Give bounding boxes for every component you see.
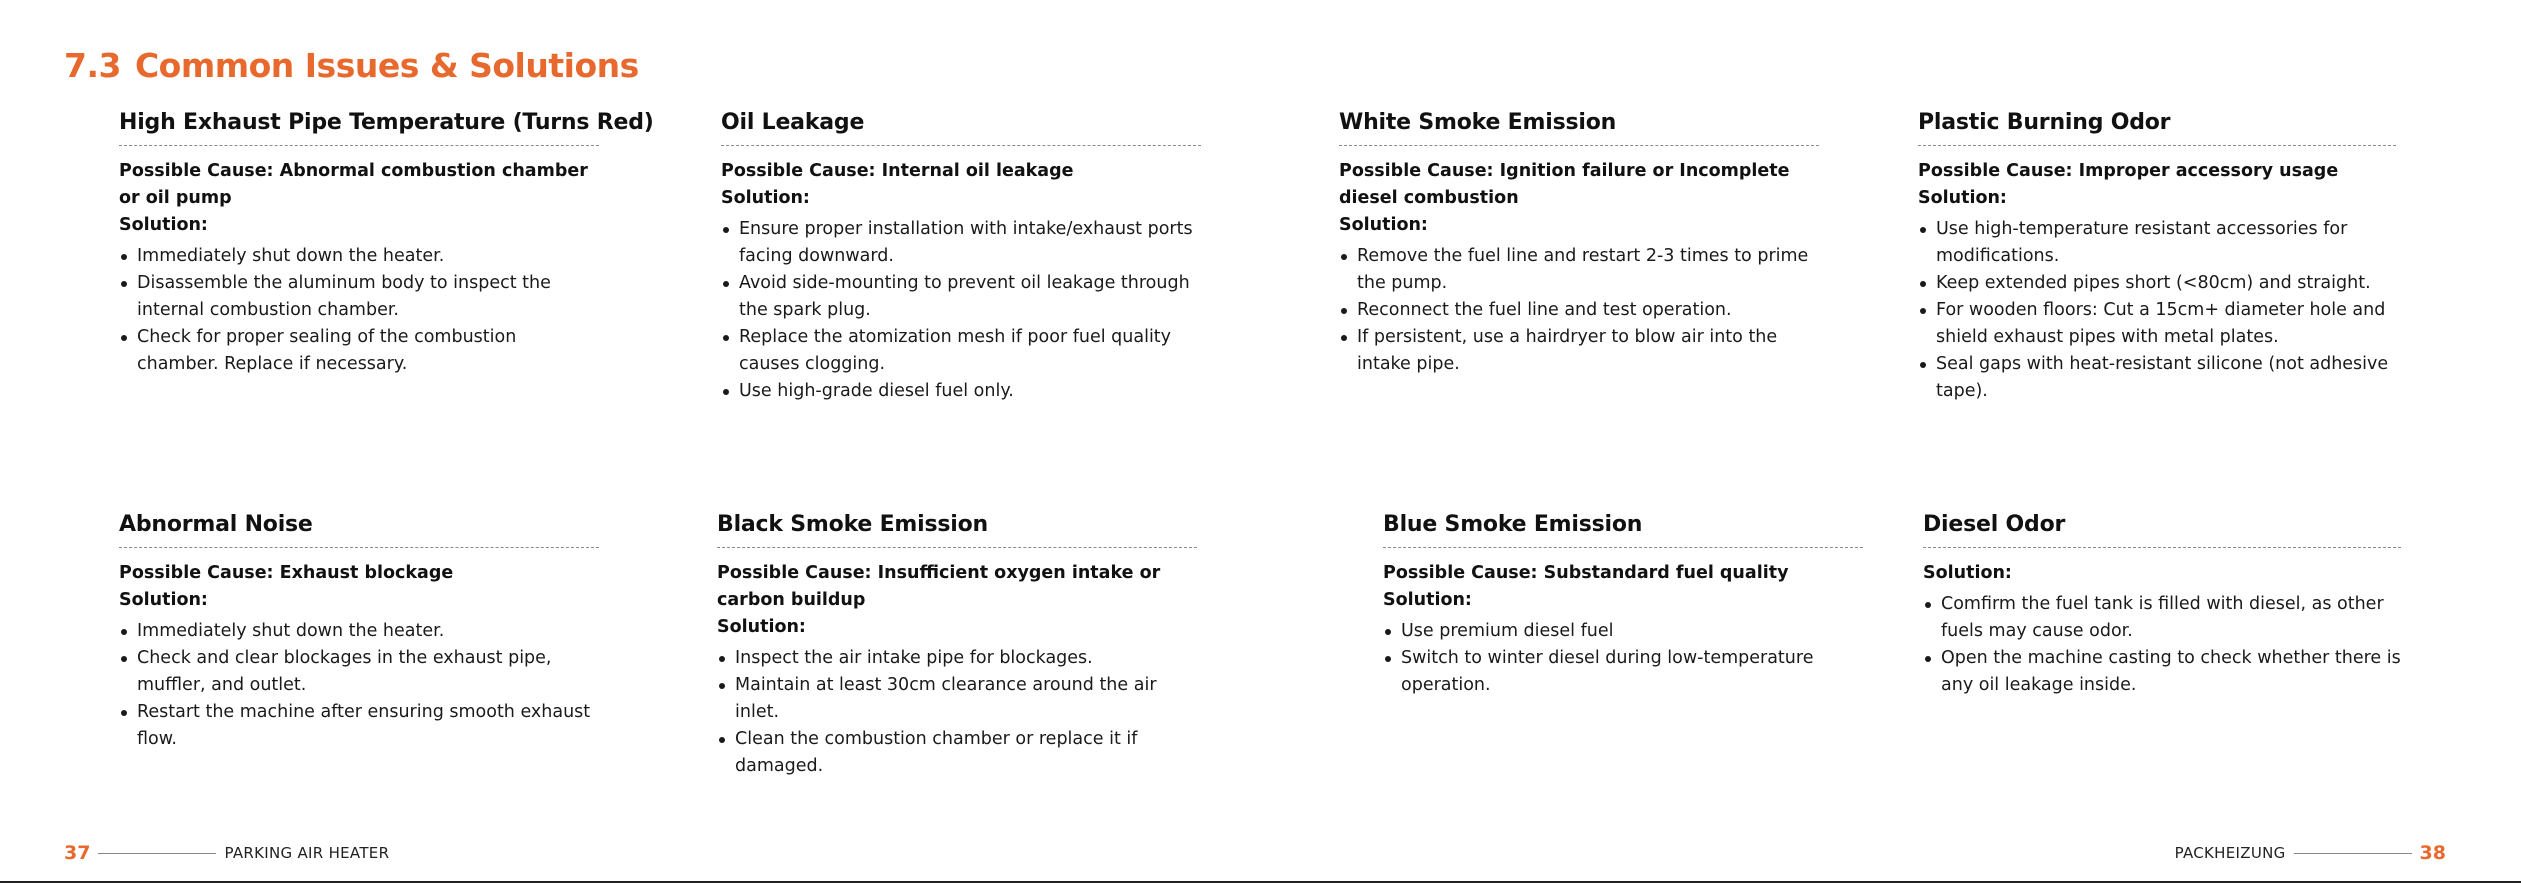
possible-cause: Possible Cause: Improper accessory usage <box>1918 161 2339 181</box>
possible-cause: Possible Cause: Ignition failure or Incomplete diesel combustion <box>1339 161 1790 208</box>
solution-item: Immediately shut down the heater. <box>119 243 599 270</box>
solution-item: Reconnect the fuel line and test operation. <box>1339 297 1819 324</box>
issue-card-high-exhaust-temp <box>119 110 654 378</box>
solution-label: Solution: <box>1923 563 2012 583</box>
solution-item: Clean the combustion chamber or replace it if damaged. <box>717 726 1197 780</box>
solution-list <box>119 243 599 378</box>
solution-list <box>1383 618 1863 699</box>
solution-item: Immediately shut down the heater. <box>119 618 599 645</box>
issue-title: Plastic Burning Odor <box>1918 110 2396 146</box>
solution-item: Keep extended pipes short (<80cm) and straight. <box>1918 270 2396 297</box>
solution-item: Restart the machine after ensuring smooth exhaust flow. <box>119 699 599 753</box>
issue-title: Abnormal Noise <box>119 512 599 548</box>
issue-title: High Exhaust Pipe Temperature (Turns Red) <box>119 110 599 146</box>
solution-item: Check and clear blockages in the exhaust pipe, muffler, and outlet. <box>119 645 599 699</box>
footer-rule <box>2294 853 2412 854</box>
solution-item: Check for proper sealing of the combustion chamber. Replace if necessary. <box>119 324 599 378</box>
issue-title: Diesel Odor <box>1923 512 2401 548</box>
possible-cause: Possible Cause: Exhaust blockage <box>119 563 454 583</box>
solution-list <box>119 618 599 753</box>
footer-left <box>64 842 389 864</box>
solution-list <box>1339 243 1819 378</box>
solution-item: Use high-grade diesel fuel only. <box>721 378 1201 405</box>
solution-label: Solution: <box>1339 215 1428 235</box>
section-number: 7.3 <box>64 46 121 85</box>
footer-label-right: PACKHEIZUNG <box>2174 844 2286 862</box>
solution-item: Avoid side-mounting to prevent oil leakage through the spark plug. <box>721 270 1201 324</box>
solution-list <box>1923 591 2401 699</box>
issue-card-plastic-odor <box>1918 110 2396 405</box>
possible-cause: Possible Cause: Substandard fuel quality <box>1383 563 1789 583</box>
solution-item: Open the machine casting to check whether there is any oil leakage inside. <box>1923 645 2401 699</box>
solution-item: Comfirm the fuel tank is filled with diesel, as other fuels may cause odor. <box>1923 591 2401 645</box>
possible-cause: Possible Cause: Insufficient oxygen intake or carbon buildup <box>717 563 1161 610</box>
issue-card-black-smoke <box>717 512 1197 780</box>
issue-card-abnormal-noise <box>119 512 599 753</box>
solution-item: Seal gaps with heat-resistant silicone (not adhesive tape). <box>1918 351 2396 405</box>
solution-label: Solution: <box>1918 188 2007 208</box>
issue-card-diesel-odor <box>1923 512 2401 699</box>
solution-label: Solution: <box>119 590 208 610</box>
footer-right <box>2175 842 2446 864</box>
section-title <box>64 46 639 85</box>
possible-cause: Possible Cause: Abnormal combustion chamber or oil pump <box>119 161 588 208</box>
issue-card-white-smoke <box>1339 110 1819 378</box>
footer-label-left: PARKING AIR HEATER <box>224 844 390 862</box>
solution-item: Inspect the air intake pipe for blockages. <box>717 645 1197 672</box>
issue-title: Blue Smoke Emission <box>1383 512 1863 548</box>
solution-item: Switch to winter diesel during low-temperature operation. <box>1383 645 1863 699</box>
issue-title: Black Smoke Emission <box>717 512 1197 548</box>
solution-item: For wooden floors: Cut a 15cm+ diameter hole and shield exhaust pipes with metal plates. <box>1918 297 2396 351</box>
solution-item: Maintain at least 30cm clearance around the air inlet. <box>717 672 1197 726</box>
issue-title: White Smoke Emission <box>1339 110 1819 146</box>
possible-cause: Possible Cause: Internal oil leakage <box>721 161 1074 181</box>
solution-list <box>717 645 1197 780</box>
solution-label: Solution: <box>1383 590 1472 610</box>
solution-item: Use premium diesel fuel <box>1383 618 1863 645</box>
issue-card-blue-smoke <box>1383 512 1863 699</box>
solution-item: Use high-temperature resistant accessories for modifications. <box>1918 216 2396 270</box>
issue-card-oil-leakage <box>721 110 1201 405</box>
footer-rule <box>98 853 216 854</box>
section-heading: Common Issues & Solutions <box>134 46 639 85</box>
solution-item: If persistent, use a hairdryer to blow air into the intake pipe. <box>1339 324 1819 378</box>
solution-label: Solution: <box>119 215 208 235</box>
solution-item: Ensure proper installation with intake/exhaust ports facing downward. <box>721 216 1201 270</box>
solution-list <box>721 216 1201 405</box>
page-number-left: 37 <box>64 842 91 864</box>
issue-title: Oil Leakage <box>721 110 1201 146</box>
solution-item: Replace the atomization mesh if poor fuel quality causes clogging. <box>721 324 1201 378</box>
solution-label: Solution: <box>717 617 806 637</box>
page-number-right: 38 <box>2419 842 2446 864</box>
solution-label: Solution: <box>721 188 810 208</box>
solution-list <box>1918 216 2396 405</box>
solution-item: Disassemble the aluminum body to inspect the internal combustion chamber. <box>119 270 599 324</box>
solution-item: Remove the fuel line and restart 2-3 times to prime the pump. <box>1339 243 1819 297</box>
